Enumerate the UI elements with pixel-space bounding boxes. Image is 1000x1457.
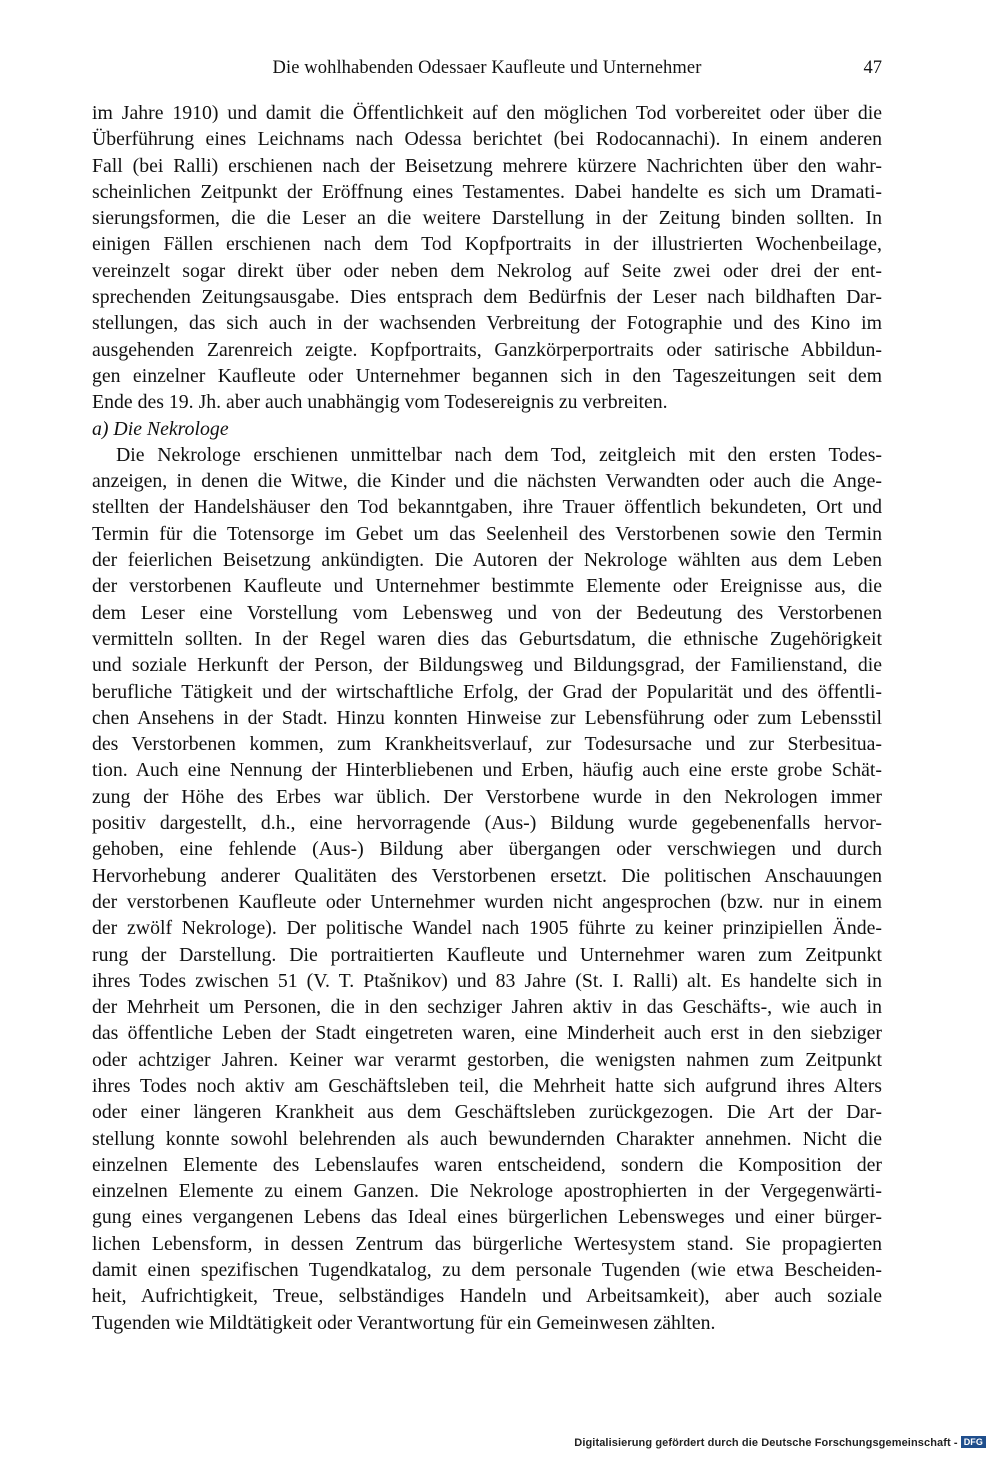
section-heading: a) Die Nekrologe [92, 417, 229, 440]
text-line: stellungen, das sich auch in der wachsenden Verbreitung der Fotographie und des Kino im [92, 312, 882, 335]
text-line: Fall (bei Ralli) erschienen nach der Beisetzung mehrere kürzere Nachrichten über den wahr- [92, 154, 882, 177]
digitization-notice-text: Digitalisierung gefördert durch die Deutsche Forschungsgemeinschaft - [574, 1437, 958, 1449]
text-line: dem Leser eine Vorstellung vom Lebensweg und von der Bedeutung des Verstorbenen [92, 601, 882, 624]
text-line: zung der Höhe des Erbes war üblich. Der Verstorbene wurde in den Nekrologen immer [92, 785, 882, 808]
text-line: des Verstorbenen kommen, zum Krankheitsverlauf, zur Todesursache und zur Sterbesitua- [92, 733, 882, 756]
text-line: anzeigen, in denen die Witwe, die Kinder und die nächsten Verwandten oder auch die Ange- [92, 470, 882, 493]
text-line: ihres Todes zwischen 51 (V. T. Ptašnikov) und 83 Jahre (St. I. Ralli) alt. Es handelte sich in [92, 969, 882, 992]
dfg-logo: DFG [961, 1436, 986, 1448]
text-line: vermitteln sollten. In der Regel waren dies das Geburtsdatum, die ethnische Zugehörigkeit [92, 627, 882, 650]
text-line: und soziale Herkunft der Person, der Bildungsweg und Bildungsgrad, der Familienstand, die [92, 654, 882, 677]
text-line: berufliche Tätigkeit und der wirtschaftliche Erfolg, der Grad der Popularität und des öffentli- [92, 680, 882, 703]
text-line: rung der Darstellung. Die portraitierten Kaufleute und Unternehmer waren zum Zeitpunkt [92, 943, 882, 966]
text-line: der feierlichen Beisetzung ankündigten. Die Autoren der Nekrologe wählten aus dem Leben [92, 549, 882, 572]
running-title: Die wohlhabenden Odessaer Kaufleute und Unternehmer [272, 58, 702, 78]
text-line: stellten der Handelshäuser den Tod bekanntgaben, ihre Trauer öffentlich bekundeten, Ort und [92, 496, 882, 519]
text-line: damit einen spezifischen Tugendkatalog, zu dem personale Tugenden (wie etwa Bescheiden- [92, 1259, 882, 1282]
text-line: das öffentliche Leben der Stadt eingetreten waren, eine Minderheit auch erst in den siebziger [92, 1022, 882, 1045]
text-line: scheinlichen Zeitpunkt der Eröffnung eines Testamentes. Dabei handelte es sich um Dramati- [92, 180, 882, 203]
text-line: vereinzelt sogar direkt über oder neben dem Nekrolog auf Seite zwei oder drei der ent- [92, 259, 882, 282]
text-line: gehoben, eine fehlende (Aus-) Bildung aber übergangen oder verschwiegen und durch [92, 838, 882, 861]
text-line: gung eines vergangenen Lebens das Ideal eines bürgerlichen Lebensweges und einer bürger- [92, 1206, 882, 1229]
text-line: Die Nekrologe erschienen unmittelbar nach dem Tod, zeitgleich mit den ersten Todes- [116, 443, 882, 466]
text-line: oder einer längeren Krankheit aus dem Geschäftsleben zurückgezogen. Die Art der Dar- [92, 1101, 882, 1124]
text-line: der verstorbenen Kaufleute und Unternehmer bestimmte Elemente oder Ereignisse aus, die [92, 575, 882, 598]
text-line: positiv dargestellt, d.h., eine hervorragende (Aus-) Bildung wurde gegebenenfalls hervor- [92, 812, 882, 835]
text-line: tion. Auch eine Nennung der Hinterbliebenen und Erben, häufig auch eine erste grobe Schät- [92, 759, 882, 782]
text-line: Tugenden wie Mildtätigkeit oder Verantwortung für ein Gemeinwesen zählten. [92, 1311, 716, 1334]
text-line: stellung konnte sowohl belehrenden als auch bewundernden Charakter annehmen. Nicht die [92, 1127, 882, 1150]
text-line: ausgehenden Zarenreich zeigte. Kopfportraits, Ganzkörperportraits oder satirische Abbildun- [92, 338, 882, 361]
text-line: heit, Aufrichtigkeit, Treue, selbständiges Handeln und Arbeitsamkeit), aber auch soziale [92, 1285, 882, 1308]
text-line: der verstorbenen Kaufleute oder Unternehmer wurden nicht angesprochen (bzw. nur in einem [92, 890, 882, 913]
text-line: Hervorhebung anderer Qualitäten des Verstorbenen ersetzt. Die politischen Anschauungen [92, 864, 882, 887]
text-line: einzelnen Elemente zu einem Ganzen. Die Nekrologe apostrophierten in der Vergegenwärti- [92, 1180, 882, 1203]
body-text [92, 100, 882, 1336]
text-line: oder achtziger Jahren. Keiner war verarmt gestorben, die wenigsten nahmen zum Zeitpunkt [92, 1048, 882, 1071]
text-line: der Mehrheit um Personen, die in den sechziger Jahren aktiv in das Geschäfts-, wie auch in [92, 996, 882, 1019]
paragraph-2 [92, 442, 882, 1336]
text-line: Überführung eines Leichnams nach Odessa berichtet (bei Rodocannachi). In einem anderen [92, 128, 882, 151]
text-line: der zwölf Nekrologe). Der politische Wandel nach 1905 führte zu keiner prinzipiellen Ände- [92, 917, 882, 940]
text-line: ihres Todes noch aktiv am Geschäftsleben teil, die Mehrheit hatte sich aufgrund ihres Alters [92, 1074, 882, 1097]
page-number: 47 [863, 58, 882, 78]
digitization-notice [574, 1436, 986, 1449]
text-line: sprechenden Zeitungsausgabe. Dies entsprach dem Bedürfnis der Leser nach bildhaften Dar- [92, 286, 882, 309]
paragraph-1 [92, 100, 882, 416]
page-header [92, 58, 882, 84]
text-line: Termin für die Totensorge im Gebet um das Seelenheil des Verstorbenen sowie den Termin [92, 522, 882, 545]
text-line: sierungsformen, die die Leser an die weitere Darstellung in der Zeitung binden sollten. In [92, 207, 882, 230]
text-line: einigen Fällen erschienen nach dem Tod Kopfportraits in der illustrierten Wochenbeilage, [92, 233, 882, 256]
text-line: gen einzelner Kaufleute oder Unternehmer begannen sich in den Tageszeitungen seit dem [92, 364, 882, 387]
text-line: einzelnen Elemente des Lebenslaufes waren entscheidend, sondern die Komposition der [92, 1153, 882, 1176]
text-line: Ende des 19. Jh. aber auch unabhängig vom Todesereignis zu verbreiten. [92, 391, 668, 414]
text-line: chen Ansehens in der Stadt. Hinzu konnten Hinweise zur Lebensführung oder zum Lebensstil [92, 706, 882, 729]
text-line: im Jahre 1910) und damit die Öffentlichkeit auf den möglichen Tod vorbereitet oder über die [92, 102, 882, 124]
text-line: lichen Lebensform, in dessen Zentrum das bürgerliche Wertesystem stand. Sie propagierten [92, 1232, 882, 1255]
